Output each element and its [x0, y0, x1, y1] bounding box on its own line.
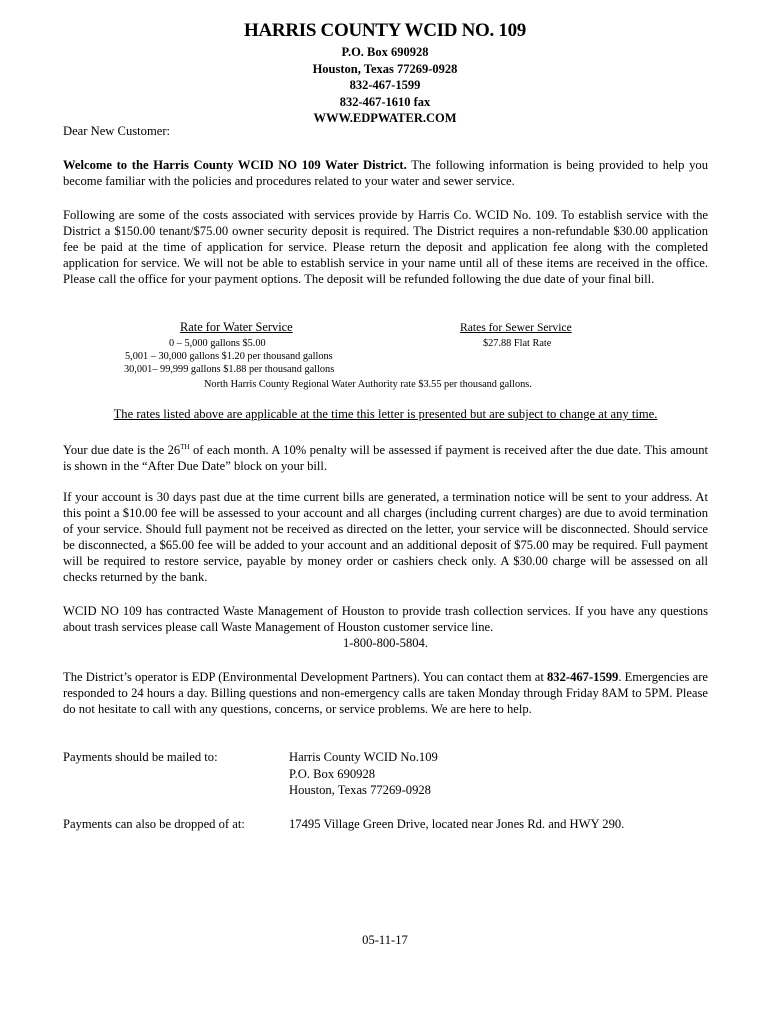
footer-date: 05-11-17	[362, 933, 408, 947]
operator-phone: 832-467-1599	[546, 670, 619, 684]
welcome-rest: The following information is being provided to help you become familiar with the policies and procedures related to your water and sewer service.	[63, 158, 708, 188]
fax-number: 832-467-1610 fax	[339, 94, 431, 109]
rates-notice: The rates listed above are applicable at the time this letter is presented but are subject to change at any time.	[113, 407, 658, 421]
due-date-sup: TH	[180, 443, 190, 451]
water-rate-row: 5,001 – 30,000 gallons $1.20 per thousand gallons	[125, 351, 333, 362]
drop-label: Payments can also be dropped of at:	[63, 817, 245, 831]
letterhead	[0, 18, 770, 127]
drop-payments	[63, 816, 708, 834]
po-box: P.O. Box 690928	[341, 45, 429, 59]
sewer-rate-title: Rates for Sewer Service	[460, 321, 572, 334]
mail-address	[289, 749, 438, 799]
trash-paragraph	[63, 603, 708, 651]
operator-before: The District’s operator is EDP (Environmental Development Partners). You can contact them at	[63, 670, 547, 684]
mail-payments	[63, 749, 708, 799]
website-link[interactable]: WWW.EDPWATER.COM	[313, 111, 457, 125]
sewer-flat-rate: $27.88 Flat Rate	[483, 338, 552, 349]
water-rate-row: 0 – 5,000 gallons $5.00	[169, 338, 266, 349]
nhcrwa-rate: North Harris County Regional Water Authority rate $3.55 per thousand gallons.	[204, 379, 532, 390]
past-due-paragraph: If your account is 30 days past due at the time current bills are generated, a termination notice will be sent to your address. At this point a $10.00 fee will be assessed to your account and all charges (including current charges) are due to avoid termination of your service. Should full payment not be received as directed on the letter, your service will be disconnected. Should service be disconnected, a $65.00 fee will be added to your account and an additional deposit of $75.00 may be required. Full payment will be required to restore service, payable by money order or cashiers check only. A $30.00 charge will be assessed on all checks returned by the bank.	[63, 490, 708, 584]
drop-address: 17495 Village Green Drive, located near Jones Rd. and HWY 290.	[289, 817, 625, 831]
water-rate-title: Rate for Water Service	[180, 320, 293, 334]
district-title: HARRIS COUNTY WCID NO. 109	[244, 20, 526, 41]
due-date-after: of each month. A 10% penalty will be assessed if payment is received after the due date. This amount is shown in the “After Due Date” block on your bill.	[63, 443, 708, 474]
mail-name: Harris County WCID No.109	[289, 750, 438, 764]
due-date-before: Your due date is the 26	[63, 443, 181, 458]
phone-number: 832-467-1599	[349, 78, 421, 92]
welcome-paragraph	[63, 157, 708, 189]
city-line: Houston, Texas 77269-0928	[312, 61, 458, 76]
due-date-paragraph	[63, 439, 708, 474]
operator-paragraph	[63, 669, 708, 717]
mail-box: P.O. Box 690928	[289, 766, 376, 781]
mail-city: Houston, Texas 77269-0928	[289, 783, 431, 797]
costs-paragraph: Following are some of the costs associated with services provide by Harris Co. WCID No. 109. To establish service with the District a $150.00 tenant/$75.00 owner security deposit is required. The District requires a non-refundable $30.00 application fee be paid at the time of application for service. Please return the deposit and application fee along with the completed application for service. We will not be able to establish service in your name until all of these items are received in the office. Please call the office for your payment options. The deposit will be refunded following the due date of your final bill.	[63, 208, 708, 286]
greeting: Dear New Customer:	[63, 124, 171, 138]
trash-text: WCID NO 109 has contracted Waste Management of Houston to provide trash collection services. If you have any questions about trash services please call Waste Management of Houston customer service line.	[63, 604, 708, 634]
water-rate-row: 30,001– 99,999 gallons $1.88 per thousand gallons	[124, 364, 335, 375]
rates-table	[63, 321, 708, 393]
trash-phone: 1-800-800-5804.	[343, 636, 428, 650]
operator-after: . Emergencies are responded to 24 hours a day. Billing questions and non-emergency calls are taken Monday through Friday 8AM to 5PM. Please do not hesitate to call with any questions, concerns, or service problems. We are here to help.	[63, 670, 708, 716]
welcome-bold: Welcome to the Harris County WCID NO 109 Water District.	[63, 158, 407, 172]
mail-label: Payments should be mailed to:	[63, 750, 218, 764]
